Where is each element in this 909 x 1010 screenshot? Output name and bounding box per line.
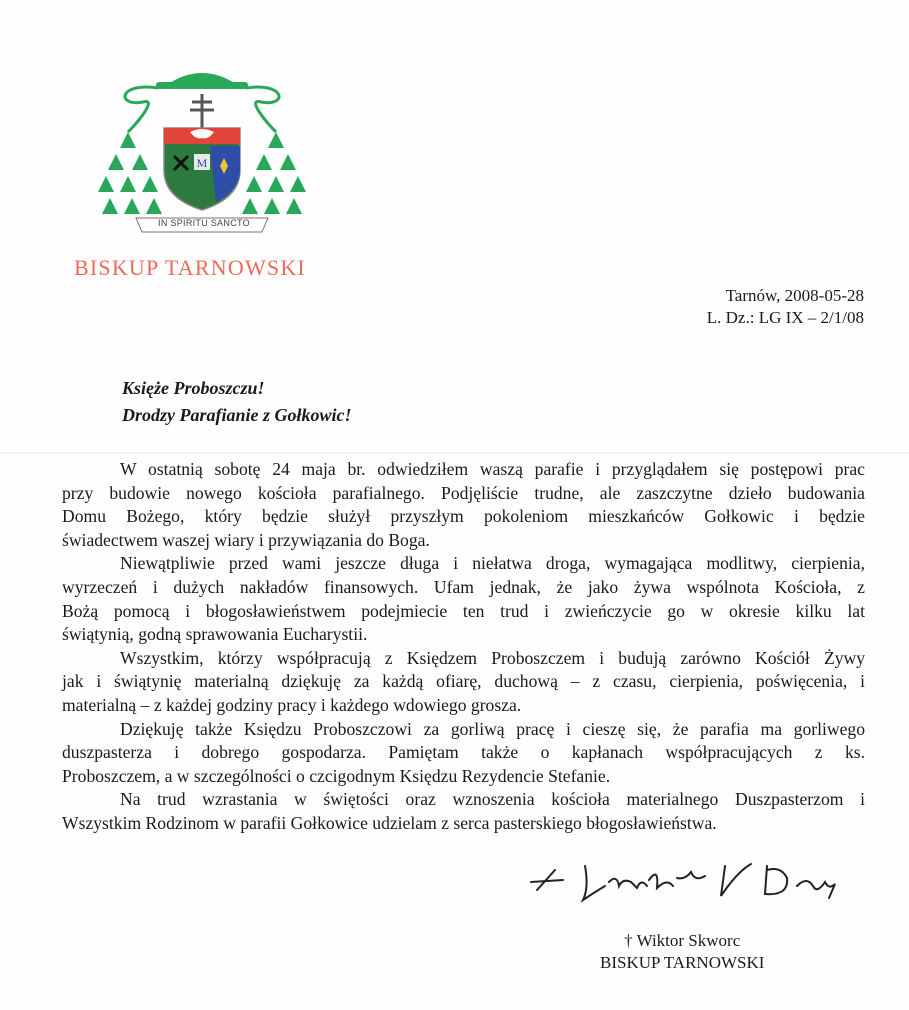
handwritten-signature [525, 852, 845, 912]
text-line: Proboszczem, a w szczególności o czcigodnym Księdzu Rezydencie Stefanie. [62, 765, 611, 786]
salutation-line: Księże Proboszczu! [122, 378, 265, 398]
text-line: przy budowie nowego kościoła parafialnego. Podjęliście trudne, ale zaszczytne dzieło budowania [62, 482, 865, 503]
text-line: Wszystkim Rodzinom w parafii Gołkowice udzielam z serca pasterskiego błogosławieństwa. [62, 812, 717, 833]
letterhead-title: BISKUP TARNOWSKI [74, 255, 306, 280]
paragraph [62, 647, 865, 718]
text-line: wyrzeczeń i dużych nakładów finansowych. Ufam jednak, że jako żywa wspólnota Kościoła, z [62, 576, 865, 597]
signer-block [600, 930, 764, 974]
paper-fold [0, 452, 909, 454]
salutation-line: Drodzy Parafianie z Gołkowic! [122, 405, 352, 425]
paragraph [62, 552, 865, 646]
text-line: Domu Bożego, który będzie służył przyszłym pokoleniom mieszkańców Gołkowic i będzie [62, 506, 865, 527]
paragraph [62, 788, 865, 835]
document-meta [707, 285, 864, 329]
text-line: Dziękuję także Księdzu Proboszczowi za gorliwą pracę i cieszę się, że parafia ma gorliwego [120, 718, 865, 739]
svg-text:M: M [196, 156, 208, 170]
text-line: Bożą pomocą i błogosławieństwem podejmiecie ten trud i zwieńczycie go w okresie kilku lat [62, 600, 865, 621]
text-line: W ostatnią sobotę 24 maja br. odwiedziłem waszą parafie i przyglądałem się postępowi prac [120, 459, 865, 479]
signer-name: † Wiktor Skworc [624, 931, 741, 950]
motto-banner: IN SPIRITU SANCTO [158, 218, 250, 228]
letter-body [62, 458, 865, 836]
paragraph [62, 718, 865, 789]
paragraph [62, 458, 865, 552]
salutation [122, 375, 352, 429]
place-date: Tarnów, 2008-05-28 [725, 286, 864, 305]
text-line: Niewątpliwie przed wami jeszcze długa i niełatwa droga, wymagająca modlitwy, cierpienia, [120, 553, 865, 574]
coat-of-arms [98, 62, 306, 242]
text-line: Wszystkim, którzy współpracują z Księdzem Proboszczem i budują zarówno Kościół Żywy [120, 647, 865, 668]
text-line: świadectwem waszej wiary i przywiązania do Boga. [62, 529, 430, 550]
reference-number: L. Dz.: LG IX – 2/1/08 [706, 308, 864, 327]
signer-title: BISKUP TARNOWSKI [600, 953, 765, 972]
text-line: duszpasterza i dobrego gospodarza. Pamiętam także o kapłanach współpracujących z ks. [62, 742, 865, 763]
text-line: świątynią, godną sprawowania Eucharystii. [62, 624, 368, 645]
text-line: Na trud wzrastania w świętości oraz wznoszenia kościoła materialnego Duszpasterzom i [120, 789, 865, 810]
text-line: jak i świątynię materialną dziękuję za każdą ofiarę, duchową – z czasu, cierpienia, poświęcenia, i [62, 671, 865, 692]
text-line: materialną – z każdej godziny pracy i każdego wdowiego grosza. [62, 694, 522, 715]
